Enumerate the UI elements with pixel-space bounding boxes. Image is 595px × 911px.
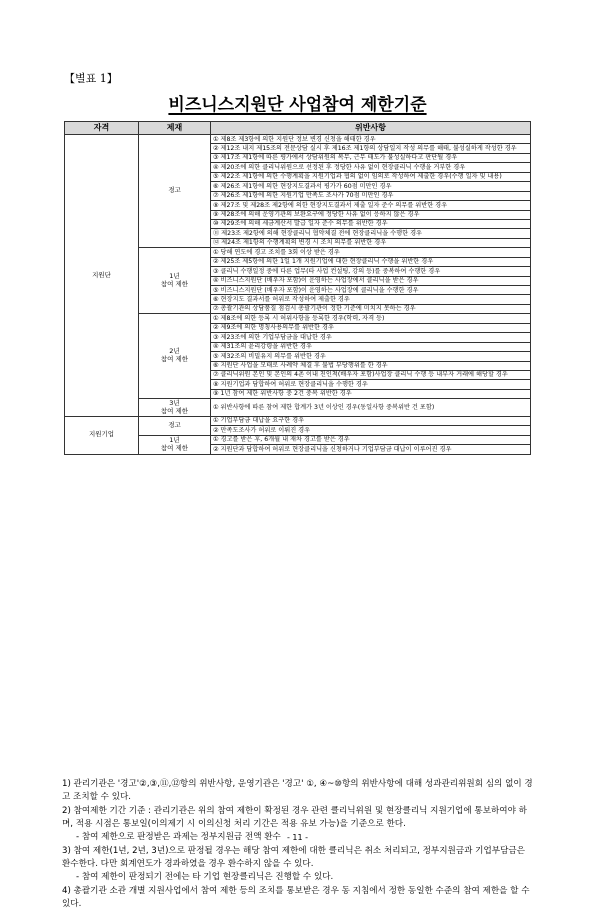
violation-cell: ② 제9조에 의한 명칭사용의무를 위반한 경우 (211, 323, 531, 332)
title-text: 비즈니스지원단 사업참여 제한기준 (168, 95, 426, 115)
note-4: 4) 총괄기관 소관 개별 지원사업에서 참여 제한 등의 조치를 통보받은 경우 동 지침에서 정한 동일한 수준의 참여 제한을 할 수 있다. (62, 885, 534, 911)
violation-cell: ① 제8조에 의한 등록 시 허위사항을 등록한 경우(학력, 자격 등) (211, 314, 531, 323)
page-title (0, 90, 595, 115)
violation-cell: ⑪ 제23조 제2항에 의해 현장클리닉 협약체결 전에 현장클리닉을 수행한 경우 (211, 229, 531, 238)
violation-cell: ④ 제31조의 윤리강령을 위반한 경우 (211, 342, 531, 351)
header-violation: 위반사항 (211, 122, 531, 135)
sanction-cell: 2년 참여 제한 (139, 314, 211, 399)
violation-cell: ⑥ 제26조 제1항에 의한 현장지도결과서 평가가 60점 미만인 경우 (211, 182, 531, 191)
table-body (65, 135, 531, 455)
header-subject: 자격 (65, 122, 139, 135)
sanction-cell: 경고 (139, 416, 211, 435)
violation-cell: ① 당해 연도에 경고 조치를 3회 이상 받은 경우 (211, 248, 531, 257)
sanction-cell: 1년 참여 제한 (139, 435, 211, 454)
note-2-sub: - 참여 제한으로 판정받은 과제는 정부지원금 전액 환수 (62, 831, 534, 844)
annex-label: 【별표 1】 (64, 70, 118, 86)
violation-cell: ⑨ 제28조에 의해 운영기관의 보완요구에 정당한 사유 없이 응하지 않은 경우 (211, 210, 531, 219)
violation-cell: ⑤ 비즈니스지원단 (배우자 포함)이 운영하는 사업장에 클리닉을 수행한 경우 (211, 286, 531, 295)
table-row (65, 135, 531, 144)
violation-cell: ⑦ 클리닉위원 본인 및 본인의 4촌 이내 친인척(배우자 포함)사업장 클리닉 수행 등 내부자 거래에 해당할 경우 (211, 370, 531, 379)
violation-cell: ⑤ 제22조 제1항에 의한 수행계획을 지원기업과 협의 없이 임의로 작성하여 제출한 경우(수행 일자 및 내용) (211, 172, 531, 181)
sanction-cell: 3년 참여 제한 (139, 399, 211, 417)
subject-cell: 지원기업 (65, 416, 139, 454)
violation-cell: ③ 제23조에 의한 기업부담금을 대납한 경우 (211, 333, 531, 342)
sanction-cell: 경고 (139, 135, 211, 248)
violation-cell: ③ 클리닉 수행일정 중에 다른 업무(타 사업 컨설팅, 강의 등)를 중복하여 수행한 경우 (211, 267, 531, 276)
note-2: 2) 참여제한 기간 기준 : 관리기관은 위의 참여 제한이 확정된 경우 관련 클리닉위원 및 현장클리닉 지원기업에 통보하여야 하며, 적용 시점은 통보일(이의제기 시 이의신청 처리 기간은 적용 유보 가능)을 기준으로 한다. (62, 805, 534, 832)
violation-cell: ⑧ 지원기업과 담합하여 허위로 현장클리닉을 수행한 경우 (211, 380, 531, 389)
violation-cell: ① 제8조 제3항에 의한 지원단 정보 변경 신청을 해태한 경우 (211, 135, 531, 144)
violation-cell: ① 위반사항에 따른 참여 제한 합계가 3년 이상인 경우(동일사항 중복위반 건 포함) (211, 399, 531, 417)
violation-cell: ② 지원단과 담합하여 허위로 현장클리닉을 신청하거나 기업부담금 대납이 이루어진 경우 (211, 445, 531, 454)
violation-cell: ⑦ 총괄기관의 상담품질 점검시 총괄기관이 정한 기준에 미치지 못하는 경우 (211, 304, 531, 313)
note-1: 1) 관리기관은 '경고'②,③,⑪,⑫항의 위반사항, 운영기관은 '경고' ①, ④~⑩항의 위반사항에 대해 성과관리위원회 심의 없이 경고 조치할 수 있다. (62, 778, 534, 805)
restriction-table (64, 121, 531, 455)
header-sanction: 제재 (139, 122, 211, 135)
violation-cell: ④ 제20조에 의한 클리닉위원으로 선정된 후 정당한 사유 없이 현장클리닉 수행을 거부한 경우 (211, 163, 531, 172)
note-3: 3) 참여 제한(1년, 2년, 3년)으로 판정될 경우는 해당 참여 제한에 대한 클리닉은 취소 처리되고, 정부지원금과 기업부담금은 환수한다. 다만 회계연도가 경과하였을 경우 환수하지 않을 수 있다. (62, 845, 534, 872)
subject-cell: 지원단 (65, 135, 139, 417)
violation-cell: ⑫ 제24조 제1항의 수행계획의 변경 시 조치 의무를 위반한 경우 (211, 238, 531, 247)
violation-cell: ③ 제17조 제1항에 따른 평가에서 상담위원의 복무, 근무 태도가 불성실하다고 판단될 경우 (211, 153, 531, 162)
table-header-row (65, 122, 531, 135)
table-row (65, 416, 531, 425)
violation-cell: ② 제12조 내지 제15조의 전문상담 실시 후 제16조 제1항의 상담일지 작성 의무를 해태, 불성실하게 작성한 경우 (211, 144, 531, 153)
violation-cell: ⑥ 지원단 사업을 모태로 사례약 체결 후 불법 부당행위를 한 경우 (211, 361, 531, 370)
note-3-sub: - 참여 제한이 판정되기 전에는 타 기업 현장클리닉은 진행할 수 있다. (62, 871, 534, 884)
violation-cell: ① 경고를 받은 후, 6개월 내 재차 경고를 받은 경우 (211, 435, 531, 444)
violation-cell: ① 기업부담금 대납을 요구한 경우 (211, 416, 531, 425)
violation-cell: ⑦ 제26조 제1항에 의한 지원기업 만족도 조사가 70점 미만인 경우 (211, 191, 531, 200)
violation-cell: ⑥ 현장지도 결과서를 허위로 작성하여 제출한 경우 (211, 295, 531, 304)
notes (62, 778, 534, 911)
sanction-cell: 1년 참여 제한 (139, 248, 211, 314)
violation-cell: ④ 비즈니스지원단 (배우자 포함)이 운영하는 사업장에서 클리닉을 받은 경우 (211, 276, 531, 285)
violation-cell: ⑨ 1년 참여 제한 위반사항 중 2건 중복 위반한 경우 (211, 389, 531, 398)
violation-cell: ⑩ 제29조에 의해 세금계산서 발급 일자 준수 의무를 위반한 경우 (211, 219, 531, 228)
violation-cell: ⑤ 제32조의 비밀유지 의무를 위반한 경우 (211, 352, 531, 361)
page-number: - 11 - (0, 833, 595, 842)
violation-cell: ② 만족도조사가 허위로 이뤄진 경우 (211, 426, 531, 435)
violation-cell: ② 제25조 제5항에 의한 1일 1개 지원기업에 대한 현장클리닉 수행을 위반한 경우 (211, 257, 531, 266)
violation-cell: ⑧ 제27조 및 제28조 제2항에 의한 현장지도결과서 제출 일자 준수 의무를 위반한 경우 (211, 201, 531, 210)
